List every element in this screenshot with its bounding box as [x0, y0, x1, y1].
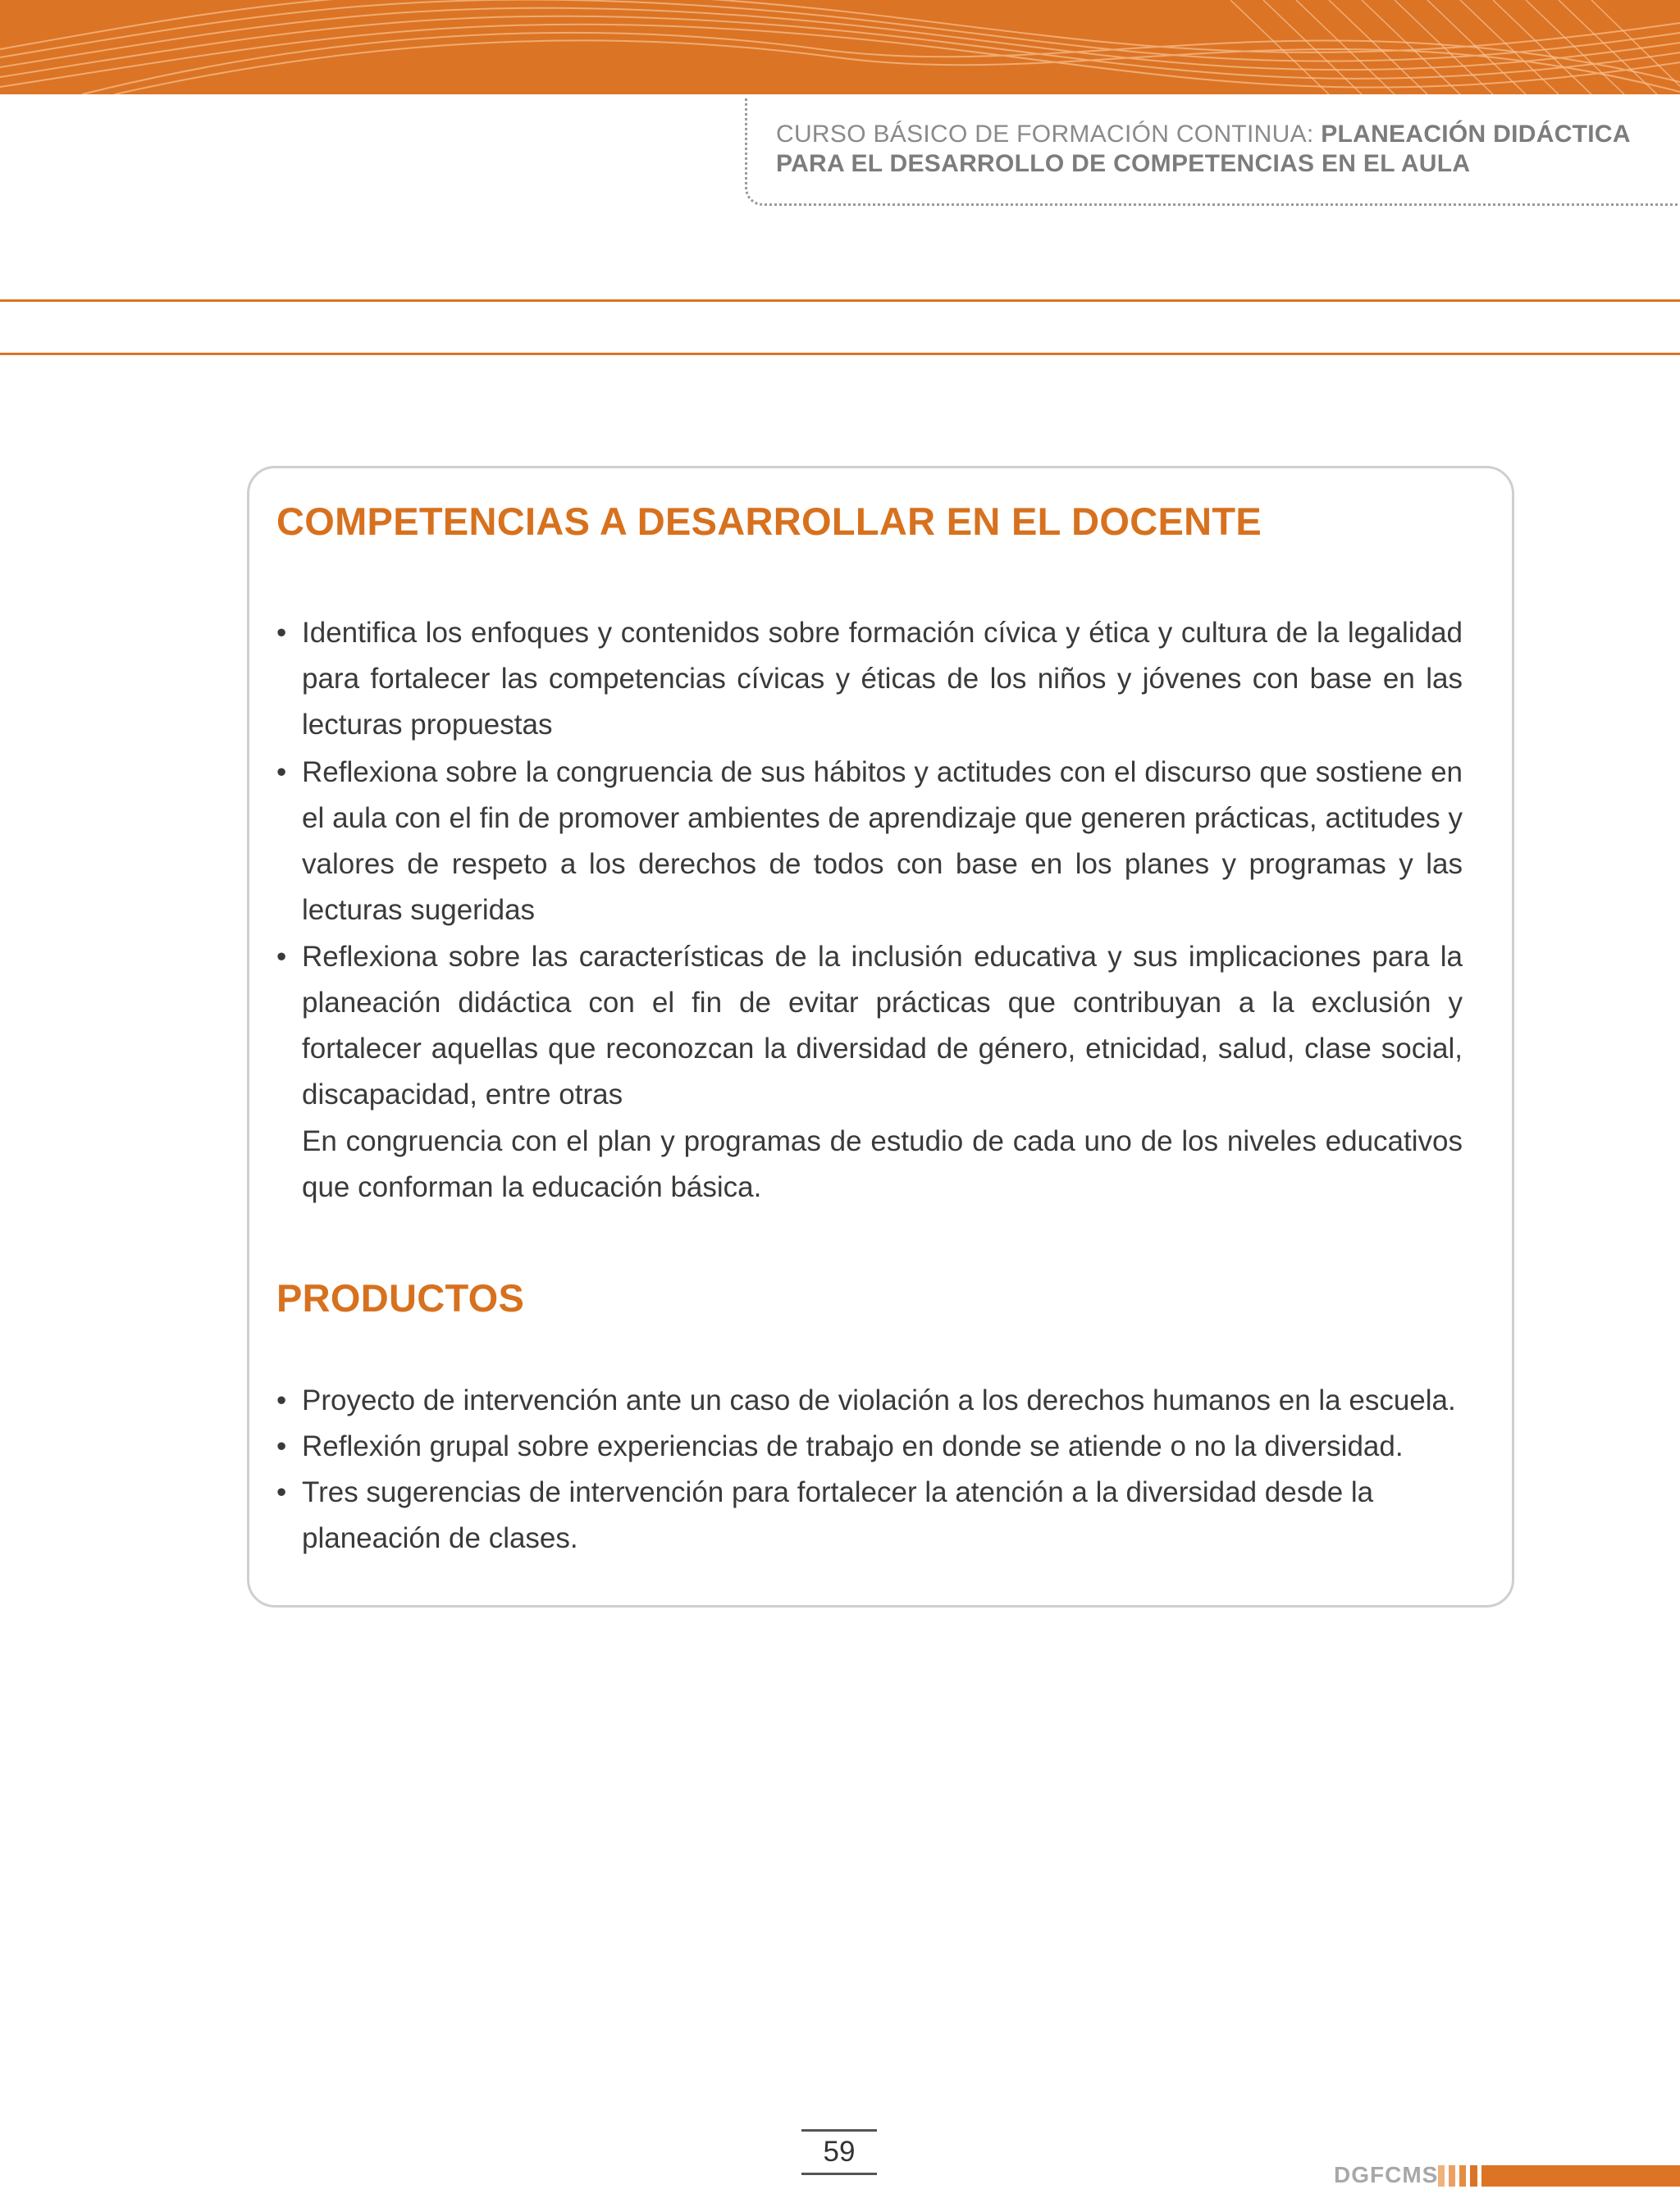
competencia-text: Identifica los enfoques y contenidos sobre formación cívica y ética y cultura de la legalidad para fortalecer las competencias cívicas y éticas de los niños y jóvenes con base en las lecturas propuestas — [302, 617, 1463, 741]
bullet-icon: • — [276, 617, 287, 649]
page-number: 59 — [801, 2129, 877, 2175]
producto-item — [276, 1378, 1463, 1424]
producto-text: Tres sugerencias de intervención para fortalecer la atención a la diversidad desde la planeación de clases. — [302, 1476, 1374, 1554]
bullet-icon: • — [276, 1384, 287, 1416]
wave-lines-decoration — [0, 0, 1680, 94]
competencia-text: Reflexiona sobre la congruencia de sus hábitos y actitudes con el discurso que sostiene en el aula con el fin de promover ambientes de aprendizaje que generen prácticas, actitudes y valores de respeto a los derechos de todos con base en los planes y programas y las lecturas sugeridas — [302, 756, 1463, 926]
competencia-item-3 — [276, 934, 1463, 1118]
orange-rule-top — [0, 299, 1680, 302]
producto-item — [276, 1470, 1463, 1562]
header-band-decoration — [0, 0, 1680, 94]
competencia-text: Reflexiona sobre las características de la inclusión educativa y sus implicaciones para la planeación didáctica con el fin de evitar prácticas que contribuyan a la exclusión y fortalecer aquellas que reconozcan la diversidad de género, etnicidad, salud, clase social, discapacidad, entre otras — [302, 941, 1463, 1111]
bullet-icon: • — [276, 941, 287, 973]
course-header-line2: PARA EL DESARROLLO DE COMPETENCIAS EN EL AULA — [776, 150, 1471, 177]
course-header-light: CURSO BÁSICO DE FORMACIÓN CONTINUA: — [776, 121, 1322, 148]
competencia-item-1 — [276, 610, 1463, 748]
course-header-bold: PLANEACIÓN DIDÁCTICA — [1321, 121, 1631, 148]
note-text: En congruencia con el plan y programas de estudio de cada uno de los niveles educativos que conforman la educación básica. — [302, 1125, 1463, 1203]
course-header — [776, 120, 1662, 179]
bullet-icon: • — [276, 756, 287, 788]
productos-list — [276, 1378, 1463, 1562]
footer-brand: DGFCMS — [1334, 2162, 1439, 2187]
competencias-note — [276, 1119, 1463, 1211]
producto-item — [276, 1424, 1463, 1470]
competencias-title: COMPETENCIAS A DESARROLLAR EN EL DOCENTE — [276, 499, 1262, 543]
bullet-icon: • — [276, 1430, 287, 1462]
producto-text: Proyecto de intervención ante un caso de violación a los derechos humanos en la escuela. — [302, 1384, 1456, 1416]
productos-title: PRODUCTOS — [276, 1276, 525, 1320]
producto-text: Reflexión grupal sobre experiencias de trabajo en donde se atiende o no la diversidad. — [302, 1430, 1404, 1462]
competencia-item-2 — [276, 750, 1463, 933]
orange-rule-bottom — [0, 353, 1680, 355]
bullet-icon: • — [276, 1476, 287, 1508]
